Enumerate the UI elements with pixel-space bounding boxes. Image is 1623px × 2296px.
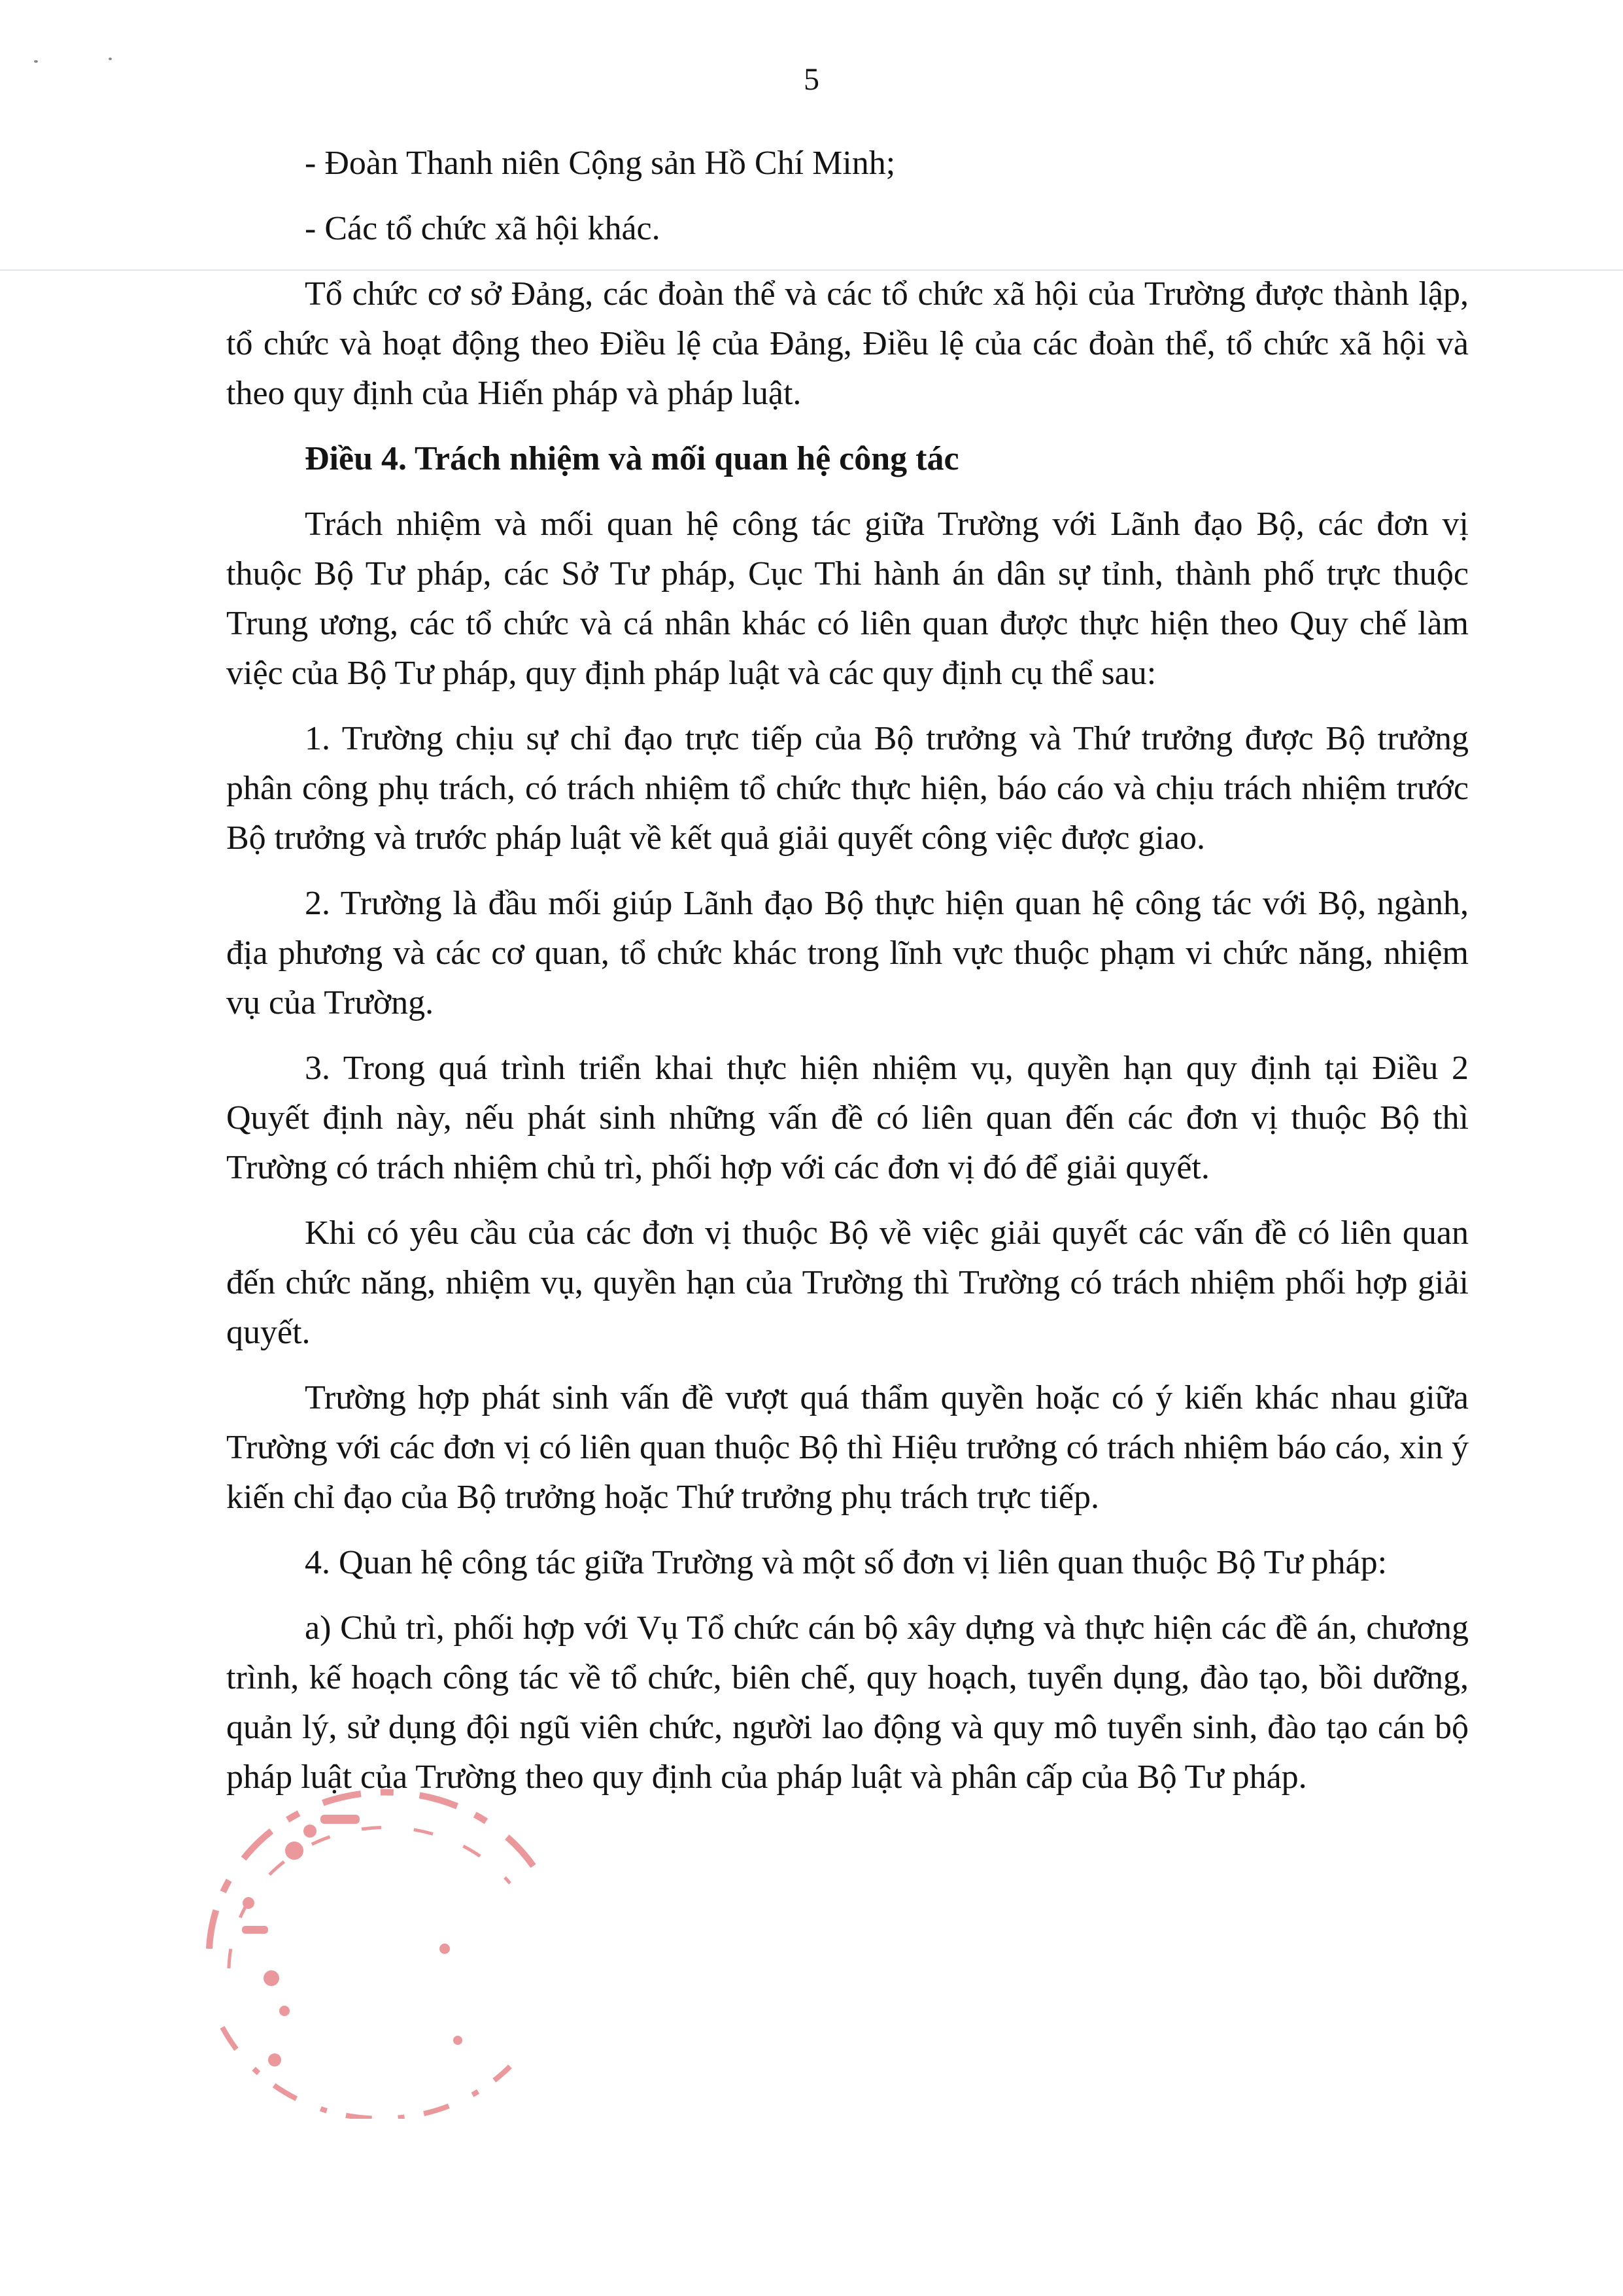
clause-2: 2. Trường là đầu mối giúp Lãnh đạo Bộ thực hiện quan hệ công tác với Bộ, ngành, địa phương và các cơ quan, tổ chức khác trong lĩnh vực thuộc phạm vi chức năng, nhiệm vụ của Trường. bbox=[226, 885, 1469, 1021]
paragraph: Tổ chức cơ sở Đảng, các đoàn thể và các tổ chức xã hội của Trường được thành lập, tổ chức và hoạt động theo Điều lệ của Đảng, Điều lệ của các đoàn thể, tổ chức xã hội và theo quy định của Hiến pháp và pháp luật. bbox=[226, 275, 1469, 412]
clause-3: 3. Trong quá trình triển khai thực hiện nhiệm vụ, quyền hạn quy định tại Điều 2 Quyết định này, nếu phát sinh những vấn đề có liên quan đến các đơn vị thuộc Bộ thì Trường có trách nhiệm chủ trì, phối hợp với các đơn vị đó để giải quyết. bbox=[226, 1050, 1469, 1186]
list-item: - Đoàn Thanh niên Cộng sản Hồ Chí Minh; bbox=[305, 145, 896, 182]
article-heading: Điều 4. Trách nhiệm và mối quan hệ công tác bbox=[305, 440, 959, 477]
page-number: 5 bbox=[804, 62, 819, 97]
clause-4: 4. Quan hệ công tác giữa Trường và một số đơn vị liên quan thuộc Bộ Tư pháp: bbox=[305, 1544, 1388, 1581]
list-item: - Các tổ chức xã hội khác. bbox=[305, 210, 660, 247]
red-seal-stamp bbox=[170, 1753, 589, 2119]
paragraph: Trách nhiệm và mối quan hệ công tác giữa Trường với Lãnh đạo Bộ, các đơn vị thuộc Bộ Tư pháp, các Sở Tư pháp, Cục Thi hành án dân sự tỉnh, thành phố trực thuộc Trung ương, các tổ chức và cá nhân khác có liên quan được thực hiện theo Quy chế làm việc của Bộ Tư pháp, quy định pháp luật và các quy định cụ thể sau: bbox=[226, 505, 1469, 692]
clause-1: 1. Trường chịu sự chỉ đạo trực tiếp của Bộ trưởng và Thứ trưởng được Bộ trưởng phân công phụ trách, có trách nhiệm tổ chức thực hiện, báo cáo và chịu trách nhiệm trước Bộ trưởng và trước pháp luật về kết quả giải quyết công việc được giao. bbox=[226, 720, 1469, 857]
document-body bbox=[226, 139, 1469, 1802]
paragraph: Khi có yêu cầu của các đơn vị thuộc Bộ về việc giải quyết các vấn đề có liên quan đến chức năng, nhiệm vụ, quyền hạn của Trường thì Trường có trách nhiệm phối hợp giải quyết. bbox=[226, 1214, 1469, 1351]
paragraph: Trường hợp phát sinh vấn đề vượt quá thẩm quyền hoặc có ý kiến khác nhau giữa Trường với các đơn vị có liên quan thuộc Bộ thì Hiệu trưởng có trách nhiệm báo cáo, xin ý kiến chỉ đạo của Bộ trưởng hoặc Thứ trưởng phụ trách trực tiếp. bbox=[226, 1379, 1469, 1516]
clause-4a: a) Chủ trì, phối hợp với Vụ Tổ chức cán bộ xây dựng và thực hiện các đề án, chương trình, kế hoạch công tác về tổ chức, biên chế, quy hoạch, tuyển dụng, đào tạo, bồi dưỡng, quản lý, sử dụng đội ngũ viên chức, người lao động và quy mô tuyển sinh, đào tạo cán bộ pháp luật của Trường theo quy định của pháp luật và phân cấp của Bộ Tư pháp. bbox=[226, 1609, 1469, 1796]
